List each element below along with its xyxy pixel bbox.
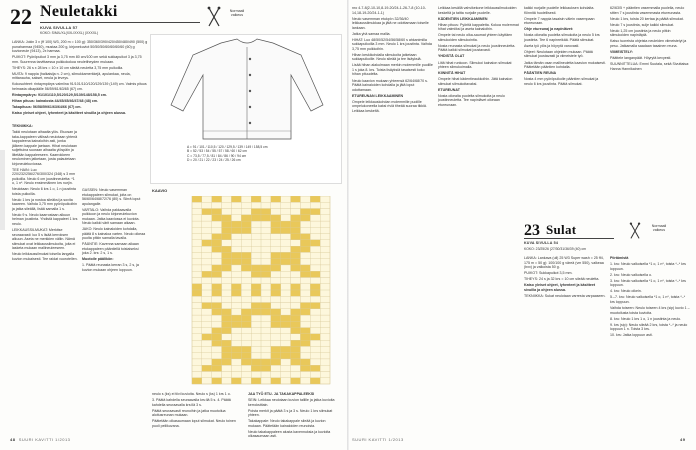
sulat-needles: PUIKOT: Sukkapuikot 3,5 mm.	[524, 271, 573, 276]
left-column-1	[12, 124, 78, 263]
chart-cell	[251, 271, 261, 277]
sulat-technique: TEKNIIKKA: Sukat neulotaan varresta varpaaseen.	[524, 293, 606, 298]
chart-cell	[281, 252, 291, 258]
chart-cell	[231, 227, 241, 233]
materials-sizes: Kokosuhteet: rintaympärys valmiina 91/101/110/120/129/139 (149) cm. Valmis pituus helmasta olkapäälle 56/59/61/63/65 (67) cm.	[12, 82, 147, 91]
sulat-instructions	[610, 256, 690, 339]
rB-para-4: Nosta reunasta silmukat ja neulo joustinneuletta. Päätä kaikki silmukat joustavasti.	[438, 43, 516, 53]
rC-para-3: Nosta oikealta puolelta silmukoita ja neulo 5 krs joustinta. Tee 6 napinreikää. Päätä silmukat.	[524, 33, 600, 42]
chart-cell	[202, 271, 212, 277]
chart-cell	[222, 265, 232, 271]
ribbing-instructions: Neulotaan: Neulo 6 krs 1 o, 1 n joustinta toista puikoilla.	[12, 187, 76, 196]
sulat-list-heading: Piirtämistä	[610, 256, 629, 260]
join-instructions: Neulo 9 s. Neulo kaarrostaan alkuun helman joustinta. Yhdistä kappaleet 1 krs neulo.	[12, 212, 78, 226]
col3-para-4: Päätetään olkasaumaan loput silmukat. Neulo toinen puoli peilikuvana.	[152, 419, 236, 428]
right-column-3	[524, 6, 606, 88]
chart-cell	[261, 359, 271, 365]
chart-cell	[300, 271, 310, 277]
chart-cell	[241, 259, 251, 265]
rB-para-5: Liitä hihat runkoon. Silmukoi kainalon silmukat yhteen silmukoimalla.	[438, 60, 512, 70]
rA-para-2: Neulo vasemman etukpl:n 32/36/40 leikkaussilmukkaa ja jätä ne odottamaan toiselle lankaan.	[352, 16, 429, 30]
front-band-heading: ETUREUNAN LEIKKAAMINEN	[352, 93, 404, 98]
chart-cell	[231, 346, 241, 352]
chart-cell	[300, 303, 310, 309]
chart-cell	[212, 365, 222, 371]
chart-cell	[271, 265, 281, 271]
sulat-rule	[524, 238, 614, 239]
chart-cell	[241, 309, 251, 315]
chart-cell	[212, 246, 222, 252]
chart-cell	[222, 321, 232, 327]
divide-instructions: JAKO: Neulo kainaloiden kohdalla, päätä 8 s kainaloa varten. Neulo oikeaa puolta pitkin samalla tavalla.	[82, 227, 146, 241]
chart-cell	[300, 265, 310, 271]
chart-cell	[261, 209, 271, 215]
left-footer-label: SUURI KAVITTI 1/2013	[18, 437, 71, 442]
neckline-instructions: PÄÄNTIE: Kavenna samaan aikaan etukappaleen pääntiellä toistaiseksi joka 2. krs: 2 s, 1 s.	[82, 242, 139, 256]
chart-cell	[231, 221, 241, 227]
chart-cell	[291, 359, 301, 365]
chart-cell	[281, 353, 291, 359]
chart-cell	[212, 378, 222, 384]
rA-para-3: Jatka yhä samaa mallia.	[352, 31, 391, 36]
chart-cell	[202, 303, 212, 309]
chart-cell	[310, 378, 320, 384]
chart-cell	[222, 315, 232, 321]
chart-cell	[271, 290, 281, 296]
chart-cell	[251, 365, 261, 371]
measure-back: Takapituus: 56/58/59/61/63/64/66 (67) cm.	[12, 105, 82, 110]
pattern-title: Neuletakki	[40, 3, 118, 20]
chart-cell	[222, 328, 232, 334]
shaping-instructions: 1. Päätä reunasta kerran 3 s, 2 s, ja kuvion mukaan ohjeen loppuun.	[82, 263, 139, 272]
chart-cell	[291, 246, 301, 252]
chart-cell	[261, 215, 271, 221]
rB-para-7: Nosta oikealta puolelta silmukoita ja neulo joustinneuletta. Tee napinlävet oikeaan etureunaan.	[438, 93, 505, 107]
chart-cell	[241, 252, 251, 258]
materials-block	[12, 40, 148, 117]
chart-cell	[271, 221, 281, 227]
chart-cell	[212, 234, 222, 240]
body-instructions: Neulo 1 krs ja nostoa sileäksi ja sovita kaareen. Vaihda 3,75 mm pyöröpuikoihin ja jatka sileällä, lisää samalla 1 s.	[12, 197, 78, 211]
rD-para-6: Päättele langanpäät. Höyrytä kevyesti.	[610, 56, 672, 61]
finishing-heading: VIIMEISTELY:	[610, 49, 633, 54]
chart-cell	[291, 378, 301, 384]
chart-cell	[291, 196, 301, 202]
chart-cell	[222, 215, 232, 221]
chart-cell	[251, 215, 261, 221]
sulat-step-1: 1. kru: Neulo valkoisella *1 o, 1 n*, toista *–* krs loppuun.	[610, 262, 686, 271]
schematic-measurements: A = 91 / 101 / 110,5 / 120 / 129,5 / 139 / 149 / 158,5 cm B = 52 / 53 / 54 / 55 / 57 / 58 / 60 / 62 cm C = 73,5 / 77,5 / 81 / 84 / 86 / 90 / 94 cm D = 20 / 21 / 22 / 23 / 24 / 25 / 26 cm	[187, 145, 268, 163]
body-pattern: VARTALO: Vaihda pakkaavalla puikkoon ja neulo kirjoneulekuvion mukaan. Jatka kaaviossa ei kuviota. Neulo kaikki värit samaan aikaan.	[82, 207, 140, 226]
chart-cell	[212, 209, 222, 215]
rC-para-2: Ompele 7 nappia tasaisin välein vasempaan etureunaan.	[524, 16, 595, 26]
chart-cell	[222, 346, 232, 352]
chart-cell	[281, 259, 291, 265]
sulat-yarn: LANKA: Lankava (ull) 25 W3 Super wash = 25 ff4, 175 m = 50 g): 100/100 g väreä (vm 550), valkeaa (bxx) ja valkoista 50 g.	[524, 256, 604, 269]
chart-cell	[212, 309, 222, 315]
chart-cell	[300, 334, 310, 340]
attach-sleeves-heading: KIINNITÄ HIHAT	[438, 71, 466, 76]
materials-gauge: TIHEYS: 26 s x 28 krs = 10 x 10 cm sileää neuletta 3,75 mm puikoilla.	[12, 65, 124, 70]
chart-cell	[231, 353, 241, 359]
page-edge-tab	[0, 150, 5, 230]
designer-credit: SUUNNITTELUA: Emmi Suutala, sekä Sivuttaisa: Hanna Hannikainen	[610, 62, 690, 71]
chart-cell	[291, 340, 301, 346]
page-gutter	[347, 0, 349, 450]
chart-cell	[271, 227, 281, 233]
chart-cell	[271, 259, 281, 265]
measure-chest: Rintaympärys: 91/101/110,5/120/129,5/139/148/158,5 cm.	[12, 92, 107, 97]
chart-cell	[310, 303, 320, 309]
chart-cell	[300, 215, 310, 221]
chart-cell	[222, 221, 232, 227]
materials-yarn: LANKA: Jokin 3 x (ff 100) W3, 200 m = 100 g): 350/360/390/420/450/480/490 (500) g punaharmaa (9450), mustaa 200 g, kirjonekuviot 50/50/50/60/60/60/60 (60) g kuvioneule (9413), 2x harmaa.	[12, 40, 148, 53]
col4-para-4: Neulo takakappaleen alusta kavennuksia ja kuvioita olkasaumaan asti.	[248, 429, 331, 439]
colorwork-chart	[152, 196, 338, 386]
chart-cell	[222, 252, 232, 258]
chart-cell	[251, 265, 261, 271]
sweater-drawing	[151, 35, 343, 143]
chart-cell	[222, 259, 232, 265]
chart-cell	[291, 265, 301, 271]
chart-cell	[271, 309, 281, 315]
chart-cell	[212, 284, 222, 290]
chart-cell	[251, 196, 261, 202]
chart-cell	[310, 196, 320, 202]
armhole-heading: KÄDENTIEN LEIKKAAMINEN	[438, 16, 488, 21]
chart-cell	[291, 259, 301, 265]
rA-para-8: Ompele leikkauskohdan molemmille puolille ompelukoneella kaksi riviä tiheää suoraa tikkiä. Leikkaa keskeltä.	[352, 99, 427, 113]
chart-cell	[271, 378, 281, 384]
knitting-needles-icon	[206, 6, 222, 28]
chart-cell	[281, 221, 291, 227]
chart-cell	[300, 234, 310, 240]
chart-cell	[300, 309, 310, 315]
rD-para-5: Katso tuoreista ohjeista neuleiden viimeistelyt ja pesu. Jatkamalla saadaan tasainen reuna.	[610, 39, 687, 48]
chart-cell	[231, 378, 241, 384]
chart-cell	[241, 215, 251, 221]
rA-para-5: Hihan keskikohdalla silmukoita jatketaan sukkapuikoille. Neulo sileää ja tee lisäyksiä.	[352, 52, 422, 62]
chart-cell	[291, 227, 301, 233]
chart-cell	[241, 321, 251, 327]
col4-para-2: Poista merkit ja päätä 3 s ja 3 s. Neulo 1 krs silmukat yhteen.	[248, 408, 333, 418]
chart-cell	[231, 290, 241, 296]
chart-cell	[222, 227, 232, 233]
col4-para-1: SEIN: Leikkaa neulotaan kuvion tallille ja jatka kuvioita kerroksittain.	[248, 398, 335, 407]
rB-para-3: Ompele tai neulo olka-saumat yhteen käyttäen silmukoiden silmukointia.	[438, 33, 513, 42]
chart-cell	[231, 259, 241, 265]
chart-cell	[271, 215, 281, 221]
chart-cell	[212, 271, 222, 277]
chart-cell	[291, 290, 301, 296]
chart-cell	[310, 334, 320, 340]
chart-cell	[291, 321, 301, 327]
rB-para-2: Hihan pituus: Pyöritä kappaletta. Kokoa molemmat hihat valmiiksi ja aseta kainaloihin.	[438, 22, 519, 32]
chart-cell	[251, 309, 261, 315]
buttonband-heading: Ohje etureunaj ja napinlävet:	[524, 27, 574, 32]
chart-cell	[251, 290, 261, 296]
col3-para-3: Päätä seuraavasti reunoihin ja jatka muotoilua aloitusreunan mukaan.	[152, 408, 226, 418]
pattern-number: 22	[10, 4, 32, 29]
rA-para-4: HIHAT: Luo 48/50/52/54/56/58/60 s ahkanimilla sukkapuikoilla 3 mm. Neulo 1 krs joustinta. Vaihda 3,75 mm puikkoihin.	[352, 37, 432, 51]
chart-cell	[251, 209, 261, 215]
chart-cell	[202, 365, 212, 371]
chart-cell	[291, 234, 301, 240]
hem-instructions: TEE HAIN: Luo 220/232/256/276/300/324 (348) s 3 mm puikoilla. Neulo 6 cm joustinneuletta: *1 o, 1 n*. Neulo ensimmäinen krs nurjin.	[12, 167, 76, 186]
chart-cell	[241, 221, 251, 227]
chart-cell	[212, 215, 222, 221]
right-footer	[352, 437, 404, 442]
chart-cell	[202, 334, 212, 340]
sulat-step-2: 2. kru: Neulo valkoisella o.	[610, 272, 652, 277]
chart-cell	[241, 227, 251, 233]
technique-body: Takki neulotaan alhaalta ylös. Etuosan ja taka-kappaleen välissä neulotaan yhtenä kappaleena kainaloihin asti, jonka jälkeen kappale jaetaan. Hihat neulotaan suljettuina suoraan alhaalta ylöspäin ja liitetään kappaleeseen. Kaarrokkeen neulominen jatketaan, josta palautetaan kirjoneulekuviossa.	[12, 130, 78, 166]
rA-para-1: nro 4-7-8(2-10-10,8-19-20/24-1-26-7-8 (10-10-14,18-19-20/24-1-1)	[352, 6, 426, 15]
front-edges-heading: ETUREUNAT	[438, 87, 460, 92]
chart-cell	[261, 271, 271, 277]
neckband-heading: PÄÄNTIEN REUNA	[524, 71, 557, 76]
chart-cell	[281, 321, 291, 327]
chart-cell	[192, 378, 202, 384]
chart-cell	[291, 215, 301, 221]
left-column-4	[248, 392, 340, 440]
measure-sleeve: Hihan pituus: kainalosta 44/45/45/46/47/48 (48) cm.	[12, 99, 99, 104]
chart-cell	[271, 196, 281, 202]
right-column-4	[610, 6, 690, 73]
chart-cell	[241, 359, 251, 365]
chart-cell	[271, 284, 281, 290]
steek-instructions: Neulo leikkaussilmukat toisella langalla kuvion mukaisesti. Tee raidat vuorotellen.	[12, 252, 78, 261]
chart-cell	[261, 303, 271, 309]
rC-para-7: Nosta 4 mm pyöröpuikolle pääntien silmukat ja neulo 6 krs joustinta. Päätä silmukat.	[524, 77, 599, 86]
chart-cell	[231, 284, 241, 290]
chart-cell	[291, 315, 301, 321]
chart-cell	[271, 315, 281, 321]
chart-cell	[291, 346, 301, 352]
chart-cell	[310, 290, 320, 296]
right-page-number: 49	[680, 437, 686, 442]
sulat-step-4: 4. kru: Neulo oikein.	[610, 289, 642, 294]
chart-cell	[222, 359, 232, 365]
rA-para-6: Lisää hihan alakulmaan merkin molemmille puolille 1 s joka 8. krs. Toista lisäyksiä tasaisesti koko hihan pituudelta.	[352, 63, 433, 77]
chart-cell	[251, 303, 261, 309]
col3-para-2: 3. Päätä kahdella seuraavalla krs:llä 5 s. 4. Päätä kahdella seuraavalla krs:llä 3 s.	[152, 398, 231, 407]
rD-para-3: Neulo 7 s joustinta, sulje kaikki silmukat.	[610, 22, 675, 27]
rD-para-4: Neulo 1,25 cm joustinta ja neulo pitkin silmukoiden napinläpiä.	[610, 28, 671, 38]
pattern-subtitle: KUVA SIVULLA 57	[40, 25, 78, 30]
materials-needles: PUIKOT: Pyöröpuikot 3 mm ja 3,75 mm 80 cm/100 cm sekä sukkapuikot 3 ja 3,75 mm. Suurenna tarvittaessa puikkokokoa neuletiheyden mukaan.	[12, 55, 142, 64]
sulat-number: 23	[524, 222, 540, 239]
chart-cell	[291, 221, 301, 227]
chart-cell	[281, 346, 291, 352]
chart-cell	[202, 240, 212, 246]
chart-cell	[212, 240, 222, 246]
front-instructions: GASSEN: Neulo vasemman etukappaleen silmukat, joita on 56/60/64/68/72/76 (80) s. Siirrä loput apulangalle.	[82, 188, 141, 206]
rD-para-2: Neulo 1 krs, toista 20 kertaa ja päätä silmukat.	[610, 16, 684, 21]
chart-cell	[192, 284, 202, 290]
col3-para-1: neulo s (ks) ei tiivi kuvioita. Neulo s (ks) 1 krs 1 o.	[152, 392, 231, 396]
sulat-subtitle: KUVA SIVULLA 54	[524, 241, 559, 245]
chart-cell	[271, 346, 281, 352]
chart-cell	[212, 340, 222, 346]
sulat-title: Sulat	[546, 222, 577, 237]
chart-cell	[281, 315, 291, 321]
title-rule	[40, 22, 200, 23]
right-column-2	[438, 6, 520, 109]
chart-cell	[310, 365, 320, 371]
divide-heading: JAA TYÖ ETU- JA TAKAKAPPALEEKSI	[248, 392, 315, 396]
chart-cell	[291, 309, 301, 315]
chart-cell	[300, 340, 310, 346]
chart-cell	[291, 252, 301, 258]
rC-para-1: kaikki nurjalle puolelle leikkauksen kohdalta. Kiinnitä huolellisesti.	[524, 6, 595, 15]
shaping-heading: Muotoile päälikön:	[82, 257, 114, 262]
chart-cell	[202, 209, 212, 215]
chart-cell	[212, 196, 222, 202]
chart-cell	[310, 209, 320, 215]
technique-heading: TEKNIIKKA:	[12, 124, 33, 128]
chart-cell	[271, 321, 281, 327]
join-heading: YHDISTÄ OLAT	[438, 54, 465, 59]
chart-cell	[222, 309, 232, 315]
chart-cell	[291, 353, 301, 359]
chart-cell	[212, 265, 222, 271]
chart-cell	[300, 240, 310, 246]
rC-para-5: Ohjeet: Neulotaan ohjeiden mukaan. Päätä silmukat joustavasti ja viimeistele työ.	[524, 49, 593, 59]
left-footer	[10, 437, 70, 442]
chart-cell	[192, 290, 202, 296]
chart-title: KAAVIO	[152, 188, 168, 193]
chart-cell	[310, 271, 320, 277]
chart-cell	[231, 196, 241, 202]
chart-cell	[222, 340, 232, 346]
chart-cell	[231, 321, 241, 327]
steek-stitches: LEIKKAUSSILMUKAT: Merkitse seuraavasti: luo 5 s lisää kerroksen alkuun. Aseta ne merkkien väliin. Nämä silmukat ovat leikkaussilmukoita, joita ei lasketa mukaan mallineuleeseen.	[12, 228, 76, 251]
chart-cell	[212, 359, 222, 365]
chart-cell	[271, 353, 281, 359]
sulat-needles-icon	[628, 222, 642, 240]
chart-cell	[251, 378, 261, 384]
chart-cell	[291, 284, 301, 290]
chart-cell	[231, 315, 241, 321]
sulat-step-6: Vaihda toiseen: Neulo toiseen 4 krs (sip) kuvio 1 – muotoilusta toista kuvioita.	[610, 306, 690, 315]
rA-para-7: Neulo kaavion mukaan yhteensä 62/64/68/70 s. Päätä kainaloiden kohdalla ja jätä loput odottamaan.	[352, 78, 428, 92]
left-page-number: 48	[10, 437, 16, 442]
chart-cell	[271, 359, 281, 365]
sulat-sizes: KOKO: 23/25/26 (27/30/31/36/39 (40) cm	[524, 247, 587, 251]
chart-cell	[271, 252, 281, 258]
rC-para-6: Jatka tämän osan mallineuletta kaavion mukaisesti. Päätetään pääntien kohdalla.	[524, 60, 606, 70]
right-footer-number	[680, 437, 685, 442]
chart-cell	[241, 315, 251, 321]
sweater-schematic	[150, 34, 342, 184]
chart-cell	[310, 240, 320, 246]
chart-cell	[241, 353, 251, 359]
left-column-2	[82, 188, 146, 274]
rB-para-1: Leikkaa kesällä vahvikekone leikkaussilmukoiden keskeltä ja taitta nurjalle puolelle.	[438, 6, 517, 15]
chart-cell	[261, 365, 271, 371]
rD-para-1: 62/63/5 + pääntien vasemmalla puolella, neulo sitten 7 s joustinta vasemmasta etureunasta.	[610, 6, 685, 15]
chart-cell	[241, 265, 251, 271]
materials-notions: MUITA: 9 nappia (halkaisija n. 2 cm), silmukkamerkkejä, apulankaa, neula, mittanauha, sakset, neula ja leveys.	[12, 71, 131, 81]
chart-cell	[291, 328, 301, 334]
col4-para-3: Takakappale: Neulo takakappale sileää ja kuvion mukaan. Päätetään kainaloiden reunoista.	[248, 419, 326, 428]
sulat-step-8: 9. krs (sip): Neulo sileää 2 krs, toista *–* ja neulo loppuun 1 n. Toista 3 krs.	[610, 322, 688, 332]
sulat-step-9: 10. krs: Jatka loppuun asti.	[610, 333, 653, 338]
sulat-step-7: 8. kru: Neulo 1 krs 1 o, 1 n joustinta ja neulo.	[610, 316, 682, 321]
chart-cell	[222, 246, 232, 252]
chart-cell	[212, 334, 222, 340]
difficulty-level: Normaali vaikeus	[229, 9, 245, 17]
general-note: Katso yleiset ohjeet, lyhenteet ja käsitteet sivuilla ja ohjeen alussa.	[12, 111, 127, 116]
chart-cell	[251, 284, 261, 290]
chart-cell	[300, 246, 310, 252]
chart-cell	[300, 365, 310, 371]
chart-cell	[231, 252, 241, 258]
pattern-sizes: KOKO: S/M/L/XL(XXL/XXXL) (XXXXL)	[40, 31, 99, 35]
sulat-gauge: TIHEYS: 24 s ja 32 krs = 10 cm sileää neuletta.	[524, 277, 600, 282]
chart-cell	[310, 284, 320, 290]
sulat-step-5: 5.–7. kru: Neulo valkoisella *1 o, 1 n*, toista *–* krs loppuun.	[610, 295, 686, 304]
right-footer-label: SUURI KAVITTI 1/2013	[352, 437, 404, 442]
rC-para-4: Aseta työ ylös ja höyrytä varovasti.	[524, 43, 580, 48]
chart-cell	[241, 346, 251, 352]
rB-para-6: Ompele hihat kädentieaukkoihin. Jätä kainalon silmukat silmukoitavaksi.	[438, 77, 513, 86]
sulat-note: Katso yleiset ohjeet, lyhenteet ja käsitteet sivuilla ja ohjeen alussa.	[524, 283, 596, 292]
chart-cell	[212, 290, 222, 296]
sulat-level: Normaali vaikeus	[651, 224, 667, 232]
chart-cell	[281, 227, 291, 233]
chart-cell	[300, 328, 310, 334]
sulat-step-3: 3. kru: Neulo valkoisella *1 o, 1 n*, toista *–* krs loppuun.	[610, 278, 686, 288]
chart-cell	[192, 196, 202, 202]
chart-cell	[222, 353, 232, 359]
left-column-3	[152, 392, 242, 430]
chart-cell	[300, 209, 310, 215]
chart-cell	[212, 303, 222, 309]
right-column-1	[352, 6, 434, 115]
chart-cell	[251, 359, 261, 365]
chart-cell	[300, 359, 310, 365]
chart-cell	[222, 234, 232, 240]
chart-cell	[261, 265, 271, 271]
sulat-body	[524, 256, 608, 300]
chart-cell	[261, 309, 271, 315]
chart-cell	[212, 328, 222, 334]
